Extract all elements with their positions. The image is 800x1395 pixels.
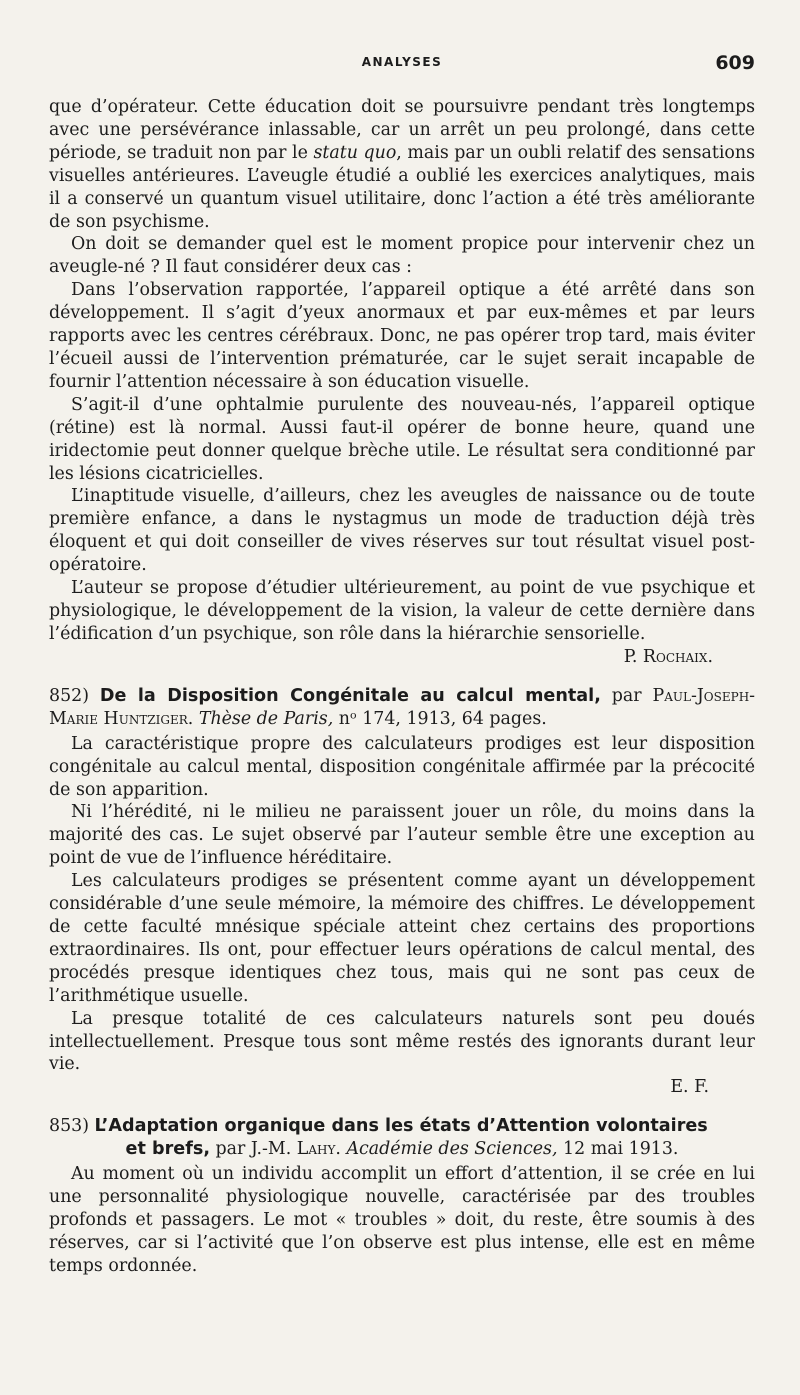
paragraph: S’agit-il d’une ophtalmie purulente des nouveau-nés, l’appareil optique (rétine) est là normal. Aussi faut-il opérer de bonne heure, quand une iridectomie peut donner quelque brèche utile. Le résultat sera conditionné par les lésions cicatricielles. [49,394,755,484]
entry-title: L’Adaptation organique dans les états d’Attention volontaires [94,1116,708,1137]
paragraph: La caractéristique propre des calculateurs prodiges est leur disposition congénitale au calcul mental, disposition congénitale affirmée par la précocité de son apparition. [49,733,755,800]
section-title: ANALYSES [361,55,443,69]
italic-term: statu quo [313,142,397,163]
page [49,52,755,1278]
running-head [49,52,755,82]
paragraph: Au moment où un individu accomplit un effort d’attention, il se crée en lui une personnalité physiologique nouvelle, caractérisée par des troubles profonds et passagers. Le mot « troubles » doit, du reste, être soumis à des réserves, car si l’activité que l’on observe est plus intense, elle est en même temps ordonnée. [49,1164,755,1276]
author: J.-M. Lahy. [250,1139,341,1160]
page-body [49,96,755,1278]
paragraph: Ni l’hérédité, ni le milieu ne paraissent jouer un rôle, du moins dans la majorité des cas. Le sujet observé par l’auteur semble être une exception au point de vue de l’influence héréditaire. [49,802,755,869]
paragraph: Dans l’observation rapportée, l’appareil optique a été arrêté dans son développement. Il s’agit d’yeux anormaux et par eux-mêmes et par leurs rapports avec les centres cérébraux. Donc, ne pas opérer trop tard, mais éviter l’écueil aussi de l’intervention prématurée, car le sujet serait incapable de fournir l’attention nécessaire à son éducation visuelle. [49,280,755,392]
paragraph: On doit se demander quel est le moment propice pour intervenir chez un aveugle-né ? Il faut considérer deux cas : [49,234,755,278]
source: Académie des Sciences, [346,1139,558,1160]
entry-number: 852) [49,685,89,706]
text-run: que d’opérateur. Cette éducation doit se poursuivre pendant très longtemps avec une persévérance inlassable, car un arrêt un peu prolongé, dans cette période, se traduit non par le [49,97,755,163]
entry-number: 853) [49,1116,89,1137]
source: Thèse de Paris, [198,708,334,729]
text-run: , mais par un oubli relatif des sensations visuelles antérieures. L’aveugle étudié a oublié les exercices analytiques, mais il a conservé un quantum visuel utilitaire, donc l’action a été très améliorante de son psychisme. [49,142,756,232]
publication-details: 12 mai 1913. [563,1139,679,1160]
entry-853-heading [49,1115,755,1161]
by-word: par [611,685,642,706]
entry-title-line2 [49,1138,755,1161]
author: Paul-Joseph-Marie Huntziger. [49,685,756,729]
paragraph: L’inaptitude visuelle, d’ailleurs, chez les aveugles de naissance ou de toute première enfance, a dans le nystagmus un mode de traduction déjà très éloquent et qui doit conseiller de vives réserves sur tout résultat visuel post-opératoire. [49,486,755,576]
page-number: 609 [715,52,755,74]
entry-title: De la Disposition Congénitale au calcul mental, [99,685,601,706]
publication-details: nᵒ 174, 1913, 64 pages. [338,708,547,729]
by-word: par [215,1139,246,1160]
signature: P. Rochaix. [623,646,713,667]
paragraph: Les calculateurs prodiges se présentent comme ayant un développement considérable d’une seule mémoire, la mémoire des chiffres. Le développement de cette faculté mnésique spéciale atteint chez certains des proportions extraordinaires. Ils ont, pour effectuer leurs opérations de calcul mental, des procédés presque identiques chez tous, mais qui ne sont pas ceux de l’arithmétique usuelle. [49,871,755,1006]
entry-852-heading [49,685,755,731]
entry-title-cont: et brefs, [125,1139,211,1160]
paragraph: La presque totalité de ces calculateurs naturels sont peu doués intellectuellement. Presque tous sont même restés des ignorants durant leur vie. [49,1008,755,1075]
paragraph [49,96,755,233]
signature: E. F. [670,1077,709,1098]
paragraph: L’auteur se propose d’étudier ultérieurement, au point de vue psychique et physiologique, le développement de la vision, la valeur de cette dernière dans l’édification d’un psychique, son rôle dans la hiérarchie sensorielle. [49,578,755,644]
